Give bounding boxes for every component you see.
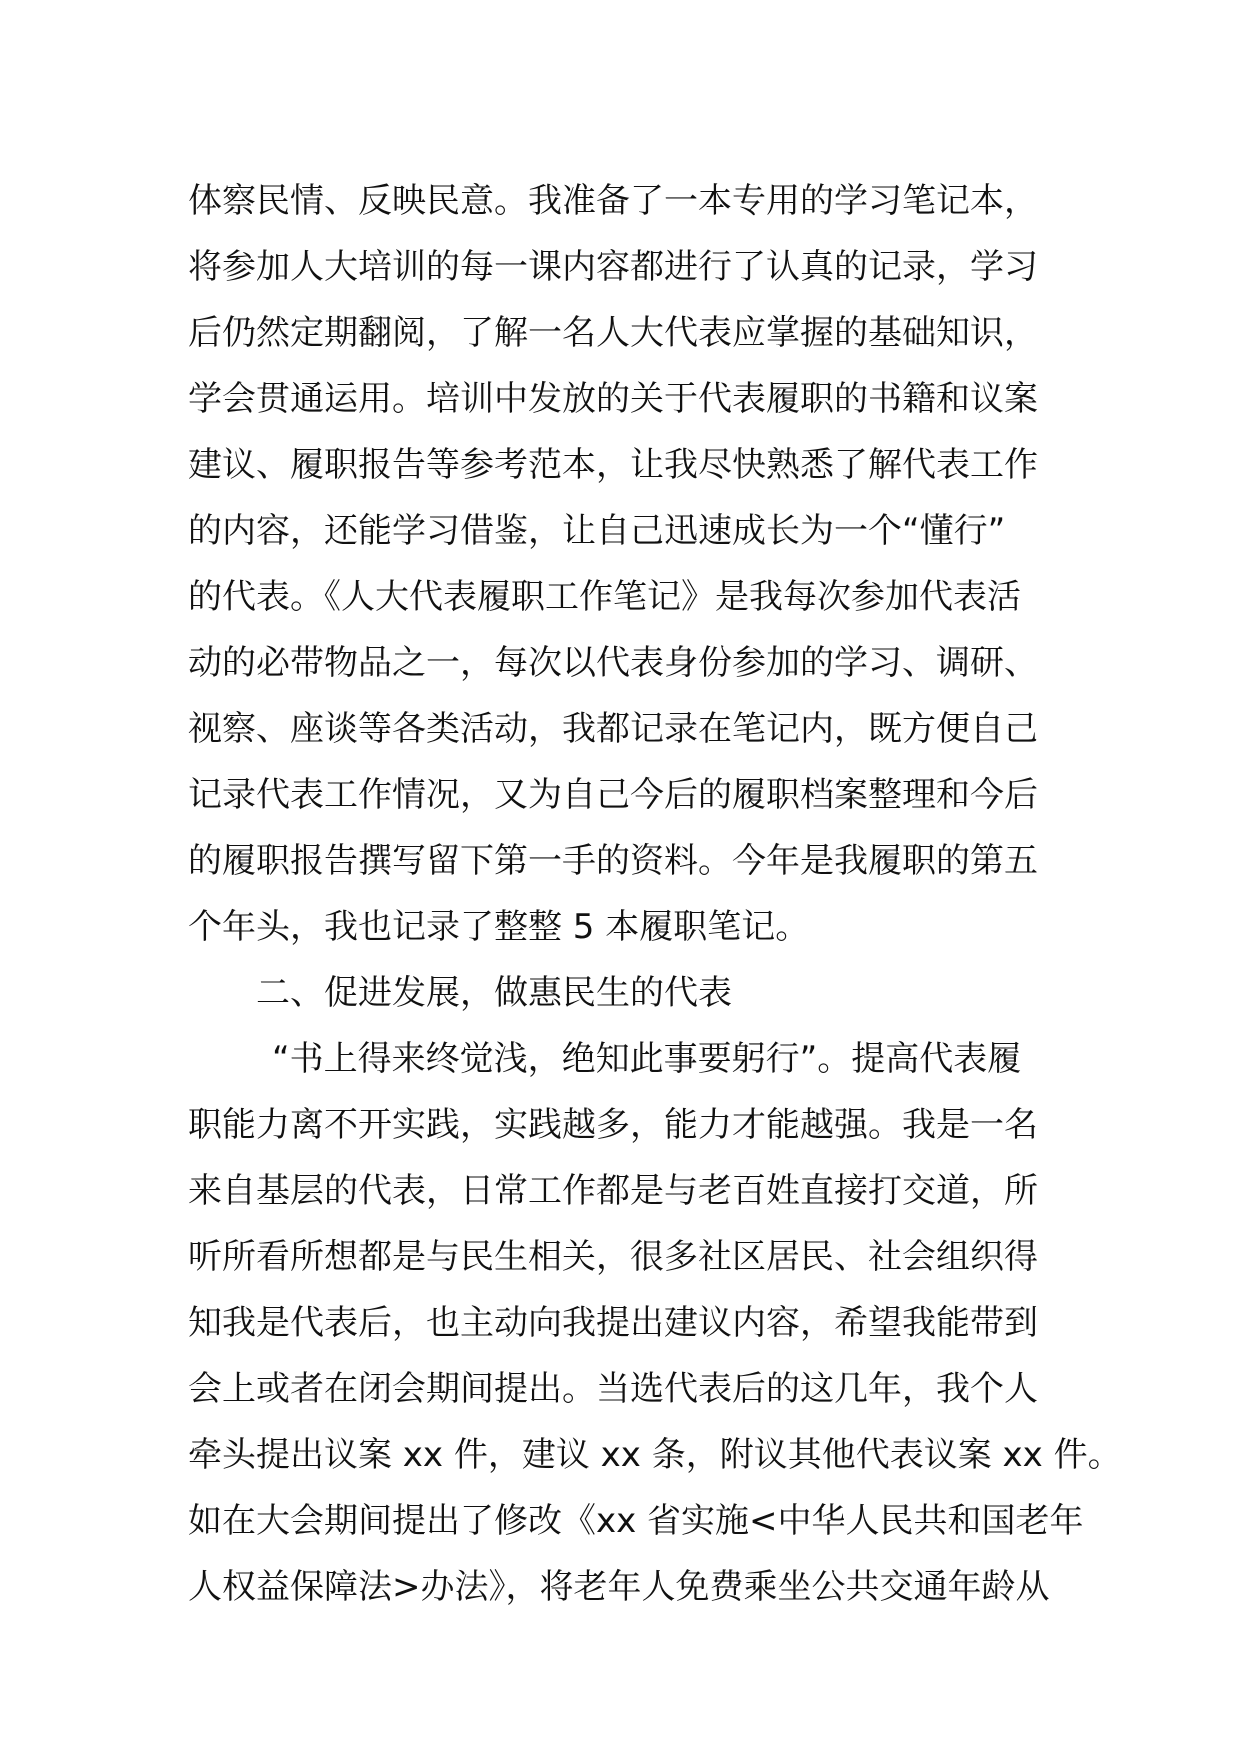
text-line: 人权益保障法>办法》，将老年人免费乘坐公共交通年龄从 (188, 1567, 1050, 1607)
text-line: 的代表。《人大代表履职工作笔记》是我每次参加代表活 (188, 577, 1021, 617)
text-line: 的履职报告撰写留下第一手的资料。今年是我履职的第五 (188, 841, 1038, 881)
section-heading: 二、促进发展，做惠民生的代表 (256, 973, 732, 1013)
body-text (188, 168, 1122, 1620)
text-line: 牵头提出议案 xx 件，建议 xx 条，附议其他代表议案 xx 件。 (188, 1435, 1122, 1475)
text-line: 将参加人大培训的每一课内容都进行了认真的记录，学习 (188, 247, 1038, 287)
text-line: 视察、座谈等各类活动，我都记录在笔记内，既方便自己 (188, 709, 1038, 749)
text-line: 听所看所想都是与民生相关，很多社区居民、社会组织得 (188, 1237, 1038, 1277)
text-line: 记录代表工作情况，又为自己今后的履职档案整理和今后 (188, 775, 1038, 815)
text-line: 如在大会期间提出了修改《xx 省实施<中华人民共和国老年 (188, 1501, 1084, 1541)
text-line: 体察民情、反映民意。我准备了一本专用的学习笔记本， (188, 181, 1038, 221)
text-line: 学会贯通运用。培训中发放的关于代表履职的书籍和议案 (188, 379, 1038, 419)
text-line: 知我是代表后，也主动向我提出建议内容，希望我能带到 (188, 1303, 1038, 1343)
text-line: “书上得来终觉浅，绝知此事要躬行”。提高代表履 (272, 1039, 1022, 1079)
text-line: 的内容，还能学习借鉴，让自己迅速成长为一个“懂行” (188, 511, 1006, 551)
text-line: 个年头，我也记录了整整 5 本履职笔记。 (188, 907, 810, 947)
text-line: 建议、履职报告等参考范本，让我尽快熟悉了解代表工作 (188, 445, 1038, 485)
text-line: 会上或者在闭会期间提出。当选代表后的这几年，我个人 (188, 1369, 1038, 1409)
text-line: 后仍然定期翻阅，了解一名人大代表应掌握的基础知识， (188, 313, 1038, 353)
text-line: 动的必带物品之一，每次以代表身份参加的学习、调研、 (188, 643, 1038, 683)
text-line: 来自基层的代表，日常工作都是与老百姓直接打交道，所 (188, 1171, 1038, 1211)
text-line: 职能力离不开实践，实践越多，能力才能越强。我是一名 (188, 1105, 1038, 1145)
